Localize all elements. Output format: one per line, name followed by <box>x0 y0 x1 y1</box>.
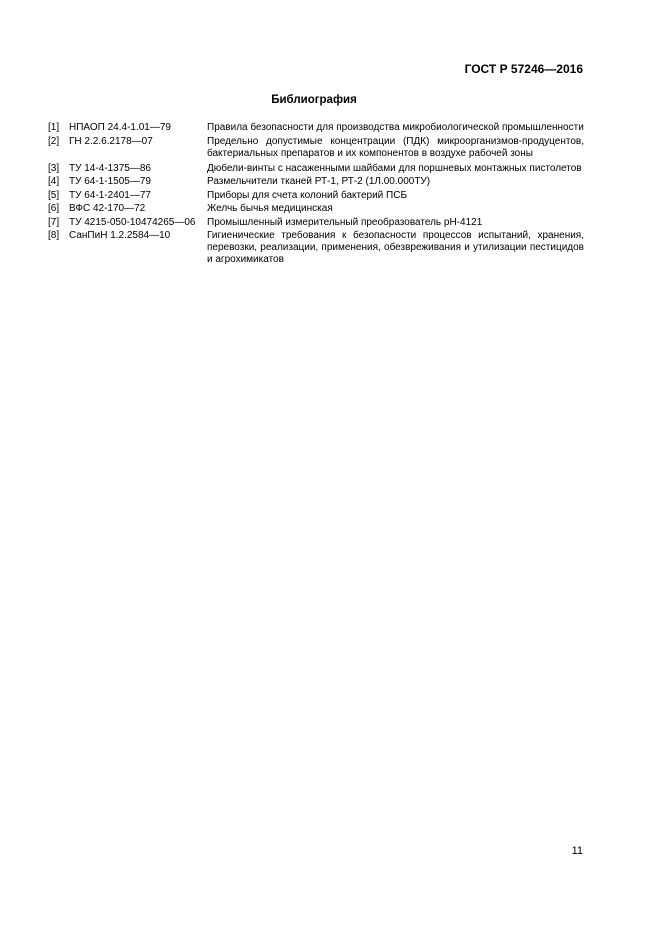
bibliography-entry <box>48 217 584 229</box>
entry-number: [6] <box>48 203 60 214</box>
entry-description: Правила безопасности для производства микробиологической промышленности <box>207 122 584 133</box>
bibliography-entry <box>48 176 584 188</box>
page-number: 11 <box>571 845 583 857</box>
entry-code: СанПиН 1.2.2584—10 <box>69 230 171 241</box>
entry-code: ТУ 64-1-1505—79 <box>69 176 151 187</box>
entry-number: [4] <box>48 176 60 187</box>
entry-code: ТУ 14-4-1375—86 <box>69 162 151 174</box>
entry-number: [7] <box>48 216 60 228</box>
bibliography-entry <box>48 230 584 266</box>
entry-description: Желчь бычья медицинская <box>207 203 333 214</box>
bibliography-entry <box>48 163 584 175</box>
entry-description: Приборы для счета колоний бактерий ПСБ <box>207 189 408 201</box>
document-standard-number: ГОСТ Р 57246—2016 <box>464 62 583 76</box>
entry-number: [5] <box>48 189 60 201</box>
entry-description: Дюбели-винты с насаженными шайбами для поршневых монтажных пистолетов <box>207 162 582 174</box>
entry-description: Промышленный измерительный преобразователь рН-4121 <box>207 216 483 228</box>
entry-code: ГН 2.2.6.2178—07 <box>69 135 153 147</box>
bibliography-entry <box>48 136 584 160</box>
entry-code: НПАОП 24.4-1.01—79 <box>69 122 171 133</box>
bibliography-entry <box>48 190 584 202</box>
bibliography-title: Библиография <box>271 94 357 106</box>
entry-number: [3] <box>48 162 60 174</box>
entry-description: Гигиенические требования к безопасности процессов испытаний, хранения, перевозки, реализации, применения, обезвреживания и утилизации пестицидов и агрохимикатов <box>207 230 584 265</box>
bibliography-entry <box>48 203 584 215</box>
bibliography-entry <box>48 122 584 134</box>
entry-description: Размельчители тканей РТ-1, РТ-2 (1Л.00.000ТУ) <box>207 176 431 187</box>
entry-number: [8] <box>48 230 60 241</box>
entry-code: ВФС 42-170—72 <box>69 203 146 214</box>
entry-code: ТУ 64-1-2401—77 <box>69 189 151 201</box>
entry-code: ТУ 4215-050-10474265—06 <box>69 216 196 228</box>
bibliography-list <box>48 122 584 268</box>
entry-number: [2] <box>48 135 60 147</box>
entry-description: Предельно допустимые концентрации (ПДК) микроорганизмов-продуцентов, бактериальных препаратов и их компонентов в воздухе рабочей зоны <box>207 135 584 159</box>
entry-number: [1] <box>48 122 60 133</box>
